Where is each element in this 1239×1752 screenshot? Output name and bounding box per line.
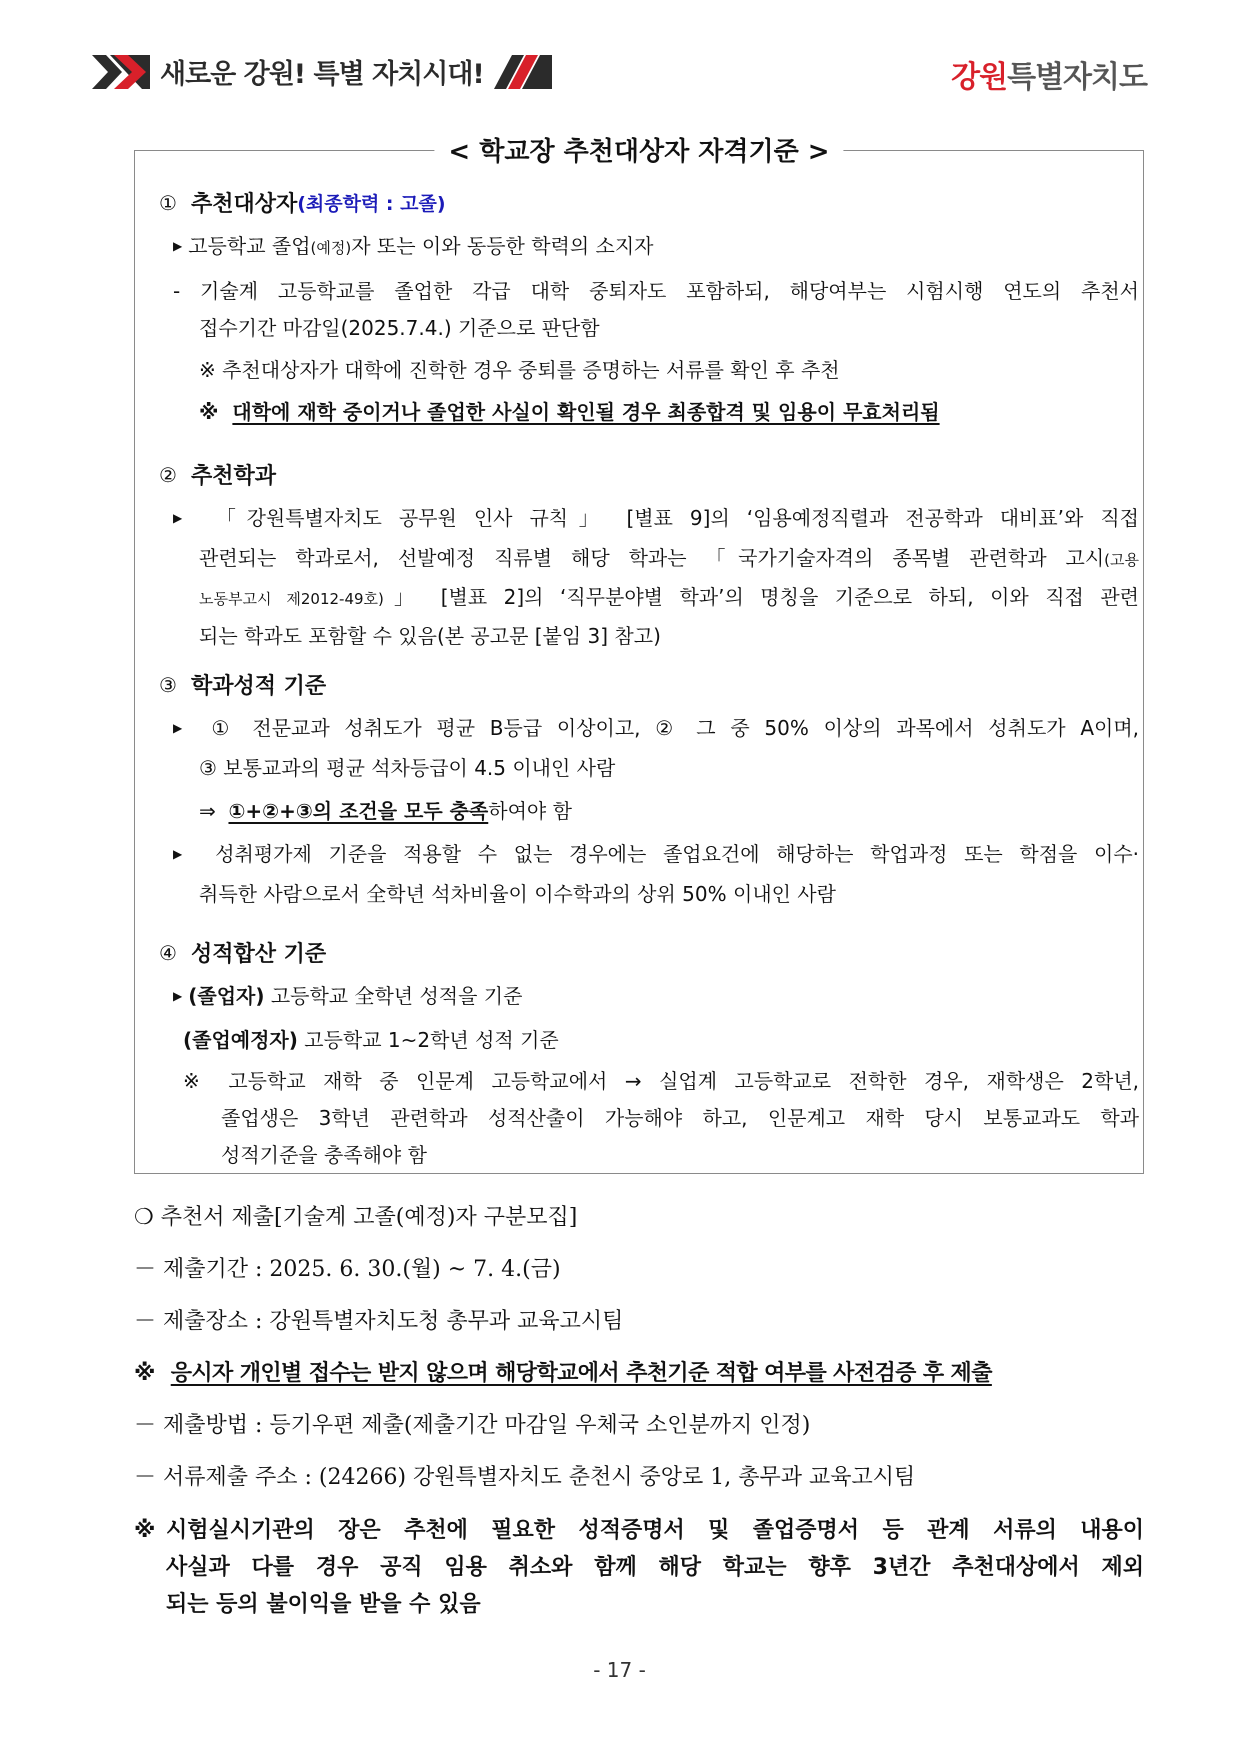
bullet-triangle-icon: ▶: [173, 847, 193, 861]
section-3-heading: [159, 669, 1139, 700]
s4-line-4: 졸업생은 3학년 관련학과 성적산출이 가능해야 하고, 인문계고 재학 당시 보통교과도 학과: [221, 1106, 1139, 1130]
section-1-title: 추천대상자: [190, 192, 298, 217]
section-2-title: 추천학과: [190, 464, 276, 489]
s2-line-4: 되는 학과도 포함할 수 있음(본 공고문 [붙임 3] 참고): [199, 624, 661, 648]
s2-l1-text: 「강원특별자치도 공무원 인사 규칙」 [별표 9]의 ‘임용예정직렬과 전공학과 대비표’와 직접: [215, 506, 1139, 530]
s4-line-5: 성적기준을 충족해야 함: [221, 1143, 427, 1167]
submission-period: － 제출기간 : 2025. 6. 30.(월) ~ 7. 4.(금): [134, 1257, 561, 1282]
s4-l2-bold: (졸업예정자): [183, 1028, 298, 1052]
slogan-left-stripes-icon: [92, 55, 150, 89]
bullet-triangle-icon: ▶: [173, 511, 193, 525]
section-4-heading: [159, 937, 1139, 968]
s3-l3-rest: 하여야 함: [488, 799, 572, 823]
warning-line-2: 사실과 다를 경우 공직 임용 취소와 함께 해당 학교는 향후 3년간 추천대상에서 제외: [166, 1555, 1144, 1580]
s2-l2-b: (고용: [1104, 551, 1139, 569]
page-header: [92, 44, 1147, 96]
warning-line-1: 시험실시기관의 장은 추천에 필요한 성적증명서 및 졸업증명서 등 관계 서류의 내용이: [166, 1518, 1144, 1543]
section-2-number: ②: [159, 462, 177, 487]
section-4-title: 성적합산 기준: [190, 942, 327, 967]
s1-l1-a: 고등학교 졸업: [188, 234, 311, 258]
s3-line-4: [159, 836, 1139, 876]
s4-l2-text: 고등학교 1~2학년 성적 기준: [304, 1028, 559, 1052]
s4-line-2: [159, 1022, 1139, 1059]
s3-line-5: 취득한 사람으로서 全학년 석차비율이 이수학과의 상위 50% 이내인 사람: [199, 882, 836, 906]
warning-note: [134, 1512, 1144, 1623]
bullet-triangle-icon: ▶: [173, 239, 183, 253]
logo-accent-text: 강원: [951, 60, 1008, 95]
s1-line-1: [159, 228, 1139, 268]
page-number: - 17 -: [593, 1658, 646, 1682]
warning-line-3: 되는 등의 불이익을 받을 수 있음: [166, 1592, 481, 1617]
submission-place: － 제출장소 : 강원특별자치도청 총무과 교육고시팀: [134, 1309, 624, 1334]
section-1-heading: [159, 187, 1139, 218]
s2-line-2: [159, 540, 1139, 579]
s2-l2-a: 관련되는 학과로서, 선발예정 직류별 해당 학과는 「국가기술자격의 종목별 관련학과 고시: [199, 546, 1105, 570]
section-2-heading: [159, 459, 1139, 490]
section-4: [159, 937, 1139, 1174]
s4-l1-bold: (졸업자): [188, 984, 265, 1008]
box-title: < 학교장 추천대상자 자격기준 >: [434, 131, 843, 168]
province-logo: [951, 52, 1147, 96]
s1-line-3: 접수기간 마감일(2025.7.4.) 기준으로 판단함: [199, 316, 600, 340]
section-3: [159, 669, 1139, 913]
section-1: [159, 187, 1139, 431]
section-1-number: ①: [159, 190, 177, 215]
s4-l1-text: 고등학교 全학년 성적을 기준: [270, 984, 523, 1008]
s2-l3-b: 」 [별표 2]의 ‘직무분야별 학과’의 명칭을 기준으로 하되, 이와 직접 관련: [383, 585, 1140, 609]
note-text: 응시자 개인별 접수는 받지 않으며 해당학교에서 추천기준 적합 여부를 사전검증 후 제출: [170, 1361, 992, 1386]
section-2: [159, 459, 1139, 655]
s1-l1-b: (예정): [310, 239, 352, 257]
s3-l1-text: ① 전문교과 성취도가 평균 B등급 이상이고, ② 그 중 50% 이상의 과목에서 성취도가 A이며,: [211, 716, 1139, 740]
s2-line-3: [159, 579, 1139, 618]
submission-method: － 제출방법 : 등기우편 제출(제출기간 마감일 우체국 소인분까지 인정): [134, 1413, 811, 1438]
s2-line-1: [159, 500, 1139, 540]
s1-line-2: - 기술계 고등학교를 졸업한 각급 대학 중퇴자도 포함하되, 해당여부는 시험시행 연도의 추천서: [173, 279, 1139, 303]
section-3-title: 학과성적 기준: [190, 674, 327, 699]
s1-l5-mark: ※: [199, 400, 219, 424]
logo-rest-text: 특별자치도: [1007, 60, 1147, 95]
bullet-triangle-icon: ▶: [173, 989, 183, 1003]
qualification-box: [134, 137, 1144, 1174]
submission-address: － 서류제출 주소 : (24266) 강원특별자치도 춘천시 중앙로 1, 총무과 교육고시팀: [134, 1465, 916, 1490]
s3-line-1: [159, 710, 1139, 750]
submission-note: [134, 1354, 1144, 1394]
s1-line-4: ※ 추천대상자가 대학에 진학한 경우 중퇴를 증명하는 서류를 확인 후 추천: [199, 358, 840, 382]
s3-l3-arrow: ⇒: [199, 799, 216, 823]
s3-line-3: [159, 793, 1139, 830]
s3-l3-underlined: ①+②+③의 조건을 모두 충족: [228, 799, 489, 823]
slogan: [92, 52, 552, 91]
s1-line-5: [159, 394, 1139, 431]
note-mark: ※: [134, 1361, 156, 1386]
s1-l1-c: 자 또는 이와 동등한 학력의 소지자: [351, 234, 654, 258]
s4-line-3: ※ 고등학교 재학 중 인문계 고등학교에서 → 실업계 고등학교로 전학한 경우, 재학생은 2학년,: [183, 1069, 1139, 1093]
s3-line-2: ③ 보통교과의 평균 석차등급이 4.5 이내인 사람: [199, 756, 616, 780]
section-1-title-paren: (최종학력 : 고졸): [297, 193, 446, 215]
section-4-number: ④: [159, 940, 177, 965]
slogan-text: 새로운 강원! 특별 자치시대!: [160, 59, 484, 90]
submission-heading: ❍ 추천서 제출[기술계 고졸(예정)자 구분모집]: [134, 1205, 578, 1230]
submission-info: [134, 1198, 1144, 1623]
s3-l4-text: 성취평가제 기준을 적용할 수 없는 경우에는 졸업요건에 해당하는 학업과정 또는 학점을 이수·: [215, 842, 1140, 866]
warning-mark: ※: [134, 1518, 156, 1543]
slogan-right-stripes-icon: [494, 55, 552, 89]
s2-l3-a: 노동부고시 제2012-49호): [199, 590, 384, 608]
section-3-number: ③: [159, 672, 177, 697]
s4-line-1: [159, 978, 1139, 1018]
s1-l5-text: 대학에 재학 중이거나 졸업한 사실이 확인될 경우 최종합격 및 임용이 무효처리됨: [232, 400, 940, 424]
bullet-triangle-icon: ▶: [173, 721, 191, 735]
